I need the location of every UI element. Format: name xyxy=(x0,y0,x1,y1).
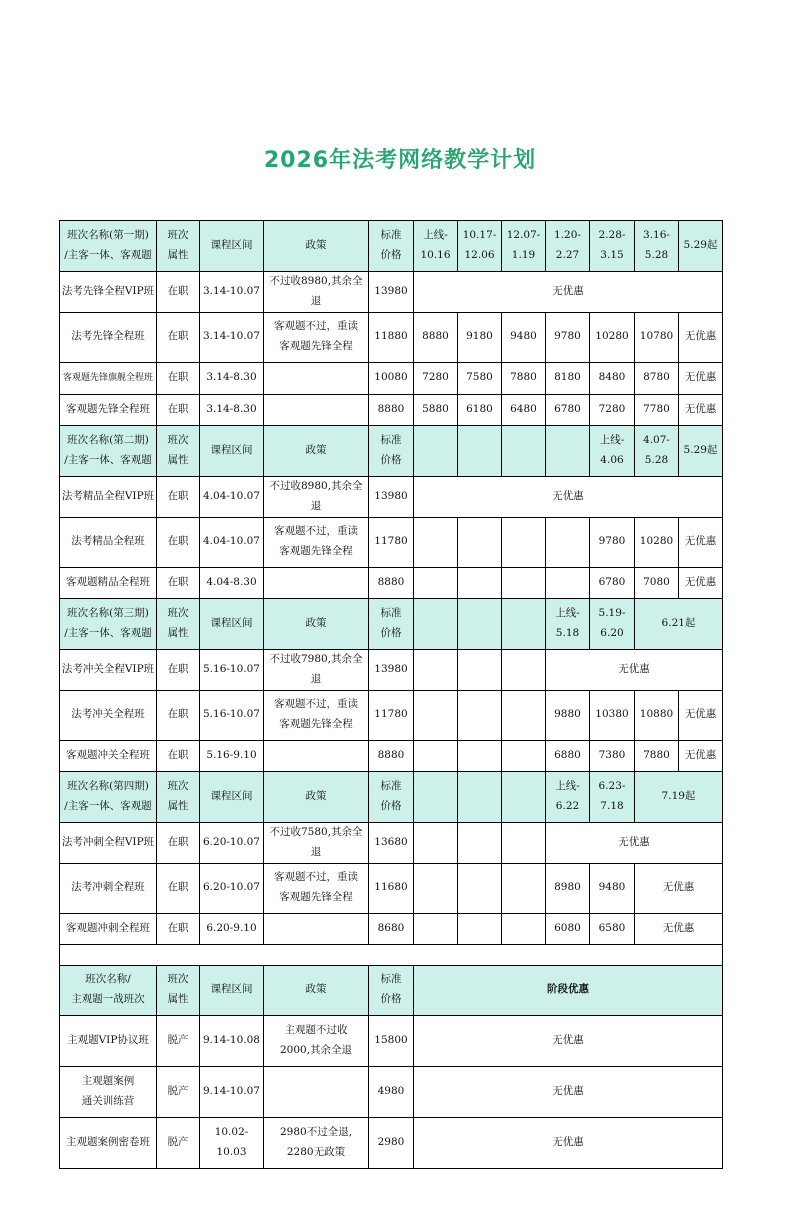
course-range: 3.14-8.30 xyxy=(200,394,264,425)
course-range: 9.14-10.08 xyxy=(200,1015,264,1066)
header-cell xyxy=(458,771,502,822)
stage-price xyxy=(458,517,502,567)
table-row xyxy=(60,740,723,771)
course-name: 法考冲刺全程VIP班 xyxy=(60,822,157,863)
stage-price: 10280 xyxy=(635,517,679,567)
course-policy: 客观题不过，重读 客观题先锋全程 xyxy=(264,863,369,913)
stage-price: 7880 xyxy=(502,362,546,394)
stage-price: 7280 xyxy=(414,362,458,394)
header-cell: 4.07- 5.28 xyxy=(635,425,679,476)
course-name: 客观题冲关全程班 xyxy=(60,740,157,771)
course-price: 8680 xyxy=(369,913,414,944)
header-cell: 5.19- 6.20 xyxy=(590,598,635,649)
course-policy: 不过收8980,其余全退 xyxy=(264,476,369,517)
course-price: 13680 xyxy=(369,822,414,863)
stage-price: 6080 xyxy=(546,913,590,944)
header-cell: 标准 价格 xyxy=(369,965,414,1015)
stage-price xyxy=(414,690,458,740)
header-cell: 课程区间 xyxy=(200,598,264,649)
discount-note: 无优惠 xyxy=(414,476,723,517)
stage-price: 无优惠 xyxy=(679,312,723,362)
stage-price xyxy=(414,740,458,771)
header-cell: 上线- 10.16 xyxy=(414,221,458,272)
stage-price xyxy=(546,567,590,598)
discount-note: 无优惠 xyxy=(414,1015,723,1066)
course-range: 6.20-10.07 xyxy=(200,863,264,913)
stage-price: 7580 xyxy=(458,362,502,394)
header-cell: 课程区间 xyxy=(200,425,264,476)
stage-price xyxy=(414,517,458,567)
header-cell: 3.16- 5.28 xyxy=(635,221,679,272)
course-price: 11780 xyxy=(369,517,414,567)
period-1-header xyxy=(60,221,723,272)
stage-price: 7780 xyxy=(635,394,679,425)
course-attr: 在职 xyxy=(157,863,200,913)
stage-price: 9780 xyxy=(546,312,590,362)
stage-price xyxy=(458,822,502,863)
course-name: 客观题精品全程班 xyxy=(60,567,157,598)
header-cell: 政策 xyxy=(264,771,369,822)
course-price: 8880 xyxy=(369,740,414,771)
header-cell: 课程区间 xyxy=(200,965,264,1015)
header-cell: 2.28- 3.15 xyxy=(590,221,635,272)
table-row xyxy=(60,690,723,740)
stage-price: 无优惠 xyxy=(679,362,723,394)
course-range: 4.04-8.30 xyxy=(200,567,264,598)
course-policy xyxy=(264,362,369,394)
stage-price: 8980 xyxy=(546,863,590,913)
discount-note: 无优惠 xyxy=(414,1117,723,1168)
header-cell: 6.21起 xyxy=(635,598,723,649)
course-range: 3.14-10.07 xyxy=(200,272,264,313)
stage-price: 9880 xyxy=(546,690,590,740)
table-row xyxy=(60,362,723,394)
header-cell: 班次 属性 xyxy=(157,221,200,272)
stage-price: 无优惠 xyxy=(679,567,723,598)
stage-price: 无优惠 xyxy=(679,394,723,425)
stage-price: 7280 xyxy=(590,394,635,425)
stage-price xyxy=(458,740,502,771)
table-row xyxy=(60,863,723,913)
header-cell: 政策 xyxy=(264,425,369,476)
course-range: 6.20-9.10 xyxy=(200,913,264,944)
course-attr: 在职 xyxy=(157,394,200,425)
header-cell: 标准 价格 xyxy=(369,221,414,272)
header-cell: 班次 属性 xyxy=(157,598,200,649)
header-cell xyxy=(502,425,546,476)
course-policy: 2980不过全退, 2280无政策 xyxy=(264,1117,369,1168)
course-name: 主观题案例密卷班 xyxy=(60,1117,157,1168)
course-range: 3.14-8.30 xyxy=(200,362,264,394)
subjective-header xyxy=(60,965,723,1015)
header-cell: 上线- 5.18 xyxy=(546,598,590,649)
discount-note: 无优惠 xyxy=(635,913,723,944)
course-attr: 在职 xyxy=(157,476,200,517)
header-cell: 标准 价格 xyxy=(369,425,414,476)
stage-price: 6580 xyxy=(590,913,635,944)
course-policy: 不过收8980,其余全退 xyxy=(264,272,369,313)
course-name: 主观题VIP协议班 xyxy=(60,1015,157,1066)
header-cell: 班次 属性 xyxy=(157,425,200,476)
header-cell: 政策 xyxy=(264,598,369,649)
course-policy xyxy=(264,1066,369,1117)
course-attr: 脱产 xyxy=(157,1066,200,1117)
stage-price: 9780 xyxy=(590,517,635,567)
stage-price: 8180 xyxy=(546,362,590,394)
course-name: 法考先锋全程班 xyxy=(60,312,157,362)
course-price: 2980 xyxy=(369,1117,414,1168)
header-cell: 课程区间 xyxy=(200,221,264,272)
spacer-row xyxy=(60,944,723,965)
course-name: 客观题先锋旗舰全程班 xyxy=(60,362,157,394)
stage-price xyxy=(414,567,458,598)
stage-price xyxy=(546,517,590,567)
course-range: 5.16-9.10 xyxy=(200,740,264,771)
table-row xyxy=(60,272,723,313)
header-cell: 班次名称(第四期) /主客一体、客观题 xyxy=(60,771,157,822)
course-name: 主观题案例 通关训练营 xyxy=(60,1066,157,1117)
stage-price: 7880 xyxy=(635,740,679,771)
course-policy xyxy=(264,913,369,944)
stage-price: 6780 xyxy=(546,394,590,425)
stage-price: 6780 xyxy=(590,567,635,598)
discount-note: 无优惠 xyxy=(635,863,723,913)
course-range: 5.16-10.07 xyxy=(200,649,264,690)
period-4-header xyxy=(60,771,723,822)
stage-price xyxy=(458,863,502,913)
header-cell xyxy=(458,598,502,649)
header-cell: 5.29起 xyxy=(679,221,723,272)
course-policy xyxy=(264,567,369,598)
course-price: 8880 xyxy=(369,567,414,598)
stage-price xyxy=(502,517,546,567)
course-name: 法考冲刺全程班 xyxy=(60,863,157,913)
header-cell: 班次名称/ 主观题一战班次 xyxy=(60,965,157,1015)
header-cell xyxy=(414,598,458,649)
course-price: 11680 xyxy=(369,863,414,913)
course-policy xyxy=(264,740,369,771)
course-price: 13980 xyxy=(369,476,414,517)
stage-price: 7080 xyxy=(635,567,679,598)
stage-price: 6480 xyxy=(502,394,546,425)
course-price: 11780 xyxy=(369,690,414,740)
table-row xyxy=(60,822,723,863)
course-price: 13980 xyxy=(369,272,414,313)
header-cell: 上线- 6.22 xyxy=(546,771,590,822)
discount-note: 无优惠 xyxy=(546,822,723,863)
stage-price: 9480 xyxy=(502,312,546,362)
course-policy: 客观题不过，重读 客观题先锋全程 xyxy=(264,312,369,362)
table-row xyxy=(60,1066,723,1117)
header-cell: 上线- 4.06 xyxy=(590,425,635,476)
table-row xyxy=(60,567,723,598)
header-cell: 标准 价格 xyxy=(369,598,414,649)
course-attr: 脱产 xyxy=(157,1015,200,1066)
header-cell xyxy=(546,425,590,476)
header-cell: 6.23- 7.18 xyxy=(590,771,635,822)
course-name: 法考先锋全程VIP班 xyxy=(60,272,157,313)
stage-price xyxy=(414,863,458,913)
header-cell: 阶段优惠 xyxy=(414,965,723,1015)
table-row xyxy=(60,913,723,944)
header-cell: 5.29起 xyxy=(679,425,723,476)
stage-price xyxy=(502,822,546,863)
course-policy: 主观题不过收 2000,其余全退 xyxy=(264,1015,369,1066)
course-range: 5.16-10.07 xyxy=(200,690,264,740)
header-cell: 10.17- 12.06 xyxy=(458,221,502,272)
stage-price: 无优惠 xyxy=(679,690,723,740)
course-price: 8880 xyxy=(369,394,414,425)
course-price: 10080 xyxy=(369,362,414,394)
course-price: 15800 xyxy=(369,1015,414,1066)
discount-note: 无优惠 xyxy=(414,272,723,313)
header-cell xyxy=(414,425,458,476)
course-attr: 在职 xyxy=(157,272,200,313)
spacer-cell xyxy=(60,944,723,965)
course-attr: 在职 xyxy=(157,822,200,863)
course-name: 法考冲关全程班 xyxy=(60,690,157,740)
course-policy: 客观题不过，重读 客观题先锋全程 xyxy=(264,690,369,740)
stage-price xyxy=(414,913,458,944)
stage-price xyxy=(458,567,502,598)
period-2-header xyxy=(60,425,723,476)
header-cell: 班次 属性 xyxy=(157,771,200,822)
course-price: 11880 xyxy=(369,312,414,362)
course-attr: 在职 xyxy=(157,649,200,690)
stage-price: 10880 xyxy=(635,690,679,740)
stage-price xyxy=(502,740,546,771)
stage-price: 10280 xyxy=(590,312,635,362)
header-cell xyxy=(502,771,546,822)
discount-note: 无优惠 xyxy=(546,649,723,690)
course-range: 4.04-10.07 xyxy=(200,476,264,517)
stage-price: 8880 xyxy=(414,312,458,362)
course-policy xyxy=(264,394,369,425)
header-cell: 1.20- 2.27 xyxy=(546,221,590,272)
course-range: 10.02-10.03 xyxy=(200,1117,264,1168)
stage-price: 9480 xyxy=(590,863,635,913)
table-row xyxy=(60,1015,723,1066)
header-cell: 班次 属性 xyxy=(157,965,200,1015)
stage-price: 6880 xyxy=(546,740,590,771)
stage-price xyxy=(458,690,502,740)
table-row xyxy=(60,476,723,517)
header-cell xyxy=(502,598,546,649)
header-cell: 政策 xyxy=(264,221,369,272)
course-range: 4.04-10.07 xyxy=(200,517,264,567)
stage-price xyxy=(502,690,546,740)
course-name: 客观题冲刺全程班 xyxy=(60,913,157,944)
header-cell: 班次名称(第三期) /主客一体、客观题 xyxy=(60,598,157,649)
stage-price: 10780 xyxy=(635,312,679,362)
stage-price xyxy=(502,913,546,944)
course-attr: 脱产 xyxy=(157,1117,200,1168)
stage-price: 无优惠 xyxy=(679,517,723,567)
course-attr: 在职 xyxy=(157,362,200,394)
stage-price xyxy=(502,649,546,690)
header-cell: 政策 xyxy=(264,965,369,1015)
stage-price: 6180 xyxy=(458,394,502,425)
header-cell: 课程区间 xyxy=(200,771,264,822)
stage-price xyxy=(502,863,546,913)
course-attr: 在职 xyxy=(157,690,200,740)
course-range: 3.14-10.07 xyxy=(200,312,264,362)
stage-price: 8780 xyxy=(635,362,679,394)
period-3-header xyxy=(60,598,723,649)
course-price: 13980 xyxy=(369,649,414,690)
stage-price xyxy=(458,649,502,690)
course-name: 法考精品全程VIP班 xyxy=(60,476,157,517)
header-cell: 班次名称(第一期) /主客一体、客观题 xyxy=(60,221,157,272)
course-attr: 在职 xyxy=(157,312,200,362)
course-attr: 在职 xyxy=(157,517,200,567)
discount-note: 无优惠 xyxy=(414,1066,723,1117)
course-price: 4980 xyxy=(369,1066,414,1117)
stage-price: 9180 xyxy=(458,312,502,362)
stage-price xyxy=(414,822,458,863)
table-row xyxy=(60,394,723,425)
header-cell: 12.07- 1.19 xyxy=(502,221,546,272)
course-range: 6.20-10.07 xyxy=(200,822,264,863)
course-policy: 客观题不过，重读 客观题先锋全程 xyxy=(264,517,369,567)
course-name: 法考冲关全程VIP班 xyxy=(60,649,157,690)
stage-price: 7380 xyxy=(590,740,635,771)
stage-price xyxy=(502,567,546,598)
course-name: 法考精品全程班 xyxy=(60,517,157,567)
header-cell xyxy=(458,425,502,476)
stage-price: 无优惠 xyxy=(679,740,723,771)
stage-price xyxy=(458,913,502,944)
course-policy: 不过收7980,其余全退 xyxy=(264,649,369,690)
course-attr: 在职 xyxy=(157,740,200,771)
course-policy: 不过收7580,其余全退 xyxy=(264,822,369,863)
course-name: 客观题先锋全程班 xyxy=(60,394,157,425)
course-attr: 在职 xyxy=(157,913,200,944)
header-cell: 7.19起 xyxy=(635,771,723,822)
page-title: 2026年法考网络教学计划 xyxy=(263,148,537,173)
stage-price: 10380 xyxy=(590,690,635,740)
table-row xyxy=(60,517,723,567)
stage-price: 8480 xyxy=(590,362,635,394)
header-cell: 班次名称(第二期) /主客一体、客观题 xyxy=(60,425,157,476)
table-row xyxy=(60,1117,723,1168)
stage-price xyxy=(414,649,458,690)
stage-price: 5880 xyxy=(414,394,458,425)
header-cell xyxy=(414,771,458,822)
plan-table xyxy=(59,220,723,1169)
course-attr: 在职 xyxy=(157,567,200,598)
table-row xyxy=(60,649,723,690)
course-range: 9.14-10.07 xyxy=(200,1066,264,1117)
table-row xyxy=(60,312,723,362)
header-cell: 标准 价格 xyxy=(369,771,414,822)
